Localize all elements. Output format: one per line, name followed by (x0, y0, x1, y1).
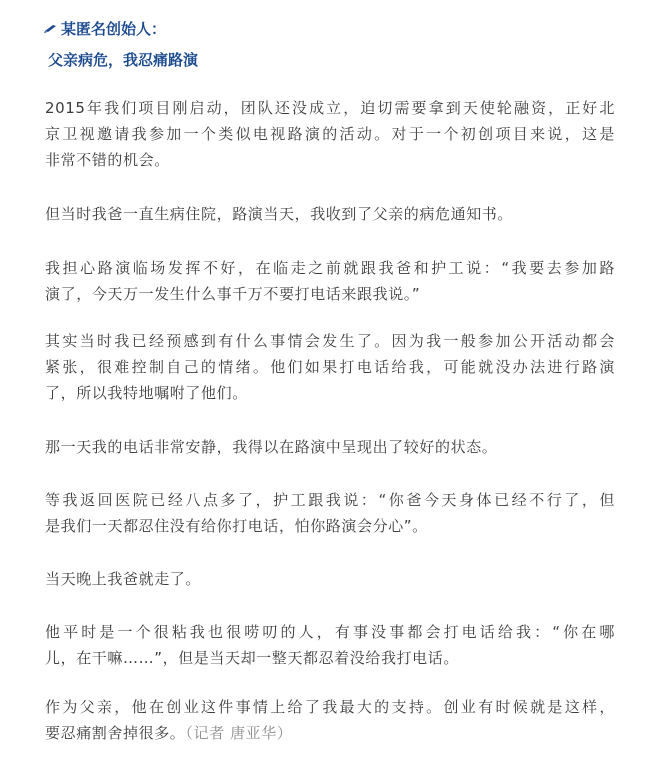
paragraph-9 (45, 694, 615, 746)
paragraph-text: 要忍痛割舍掉很多。 (45, 724, 186, 742)
paragraph-line: 演了，今天万一发生什么事千万不要打电话来跟我说。” (45, 285, 421, 303)
paragraph-line: 是我们一天都忍住没有给你打电话，怕你路演会分心”。 (45, 517, 428, 535)
paragraph-7 (45, 566, 615, 592)
paragraph-6 (45, 487, 615, 539)
speaker-heading (44, 19, 166, 39)
paragraph-line: 我担心路演临场发挥不好，在临走之前就跟我爸和护工说：“我要去参加路 (45, 259, 615, 277)
paragraph-line: 那一天我的电话非常安静，我得以在路演中呈现出了较好的状态。 (45, 438, 498, 456)
paragraph-line: 儿，在干嘛……”，但是当天却一整天都忍着没给我打电话。 (45, 649, 459, 667)
paragraph-line: 紧张，很难控制自己的情绪。他们如果打电话给我，可能就没办法进行路演 (45, 358, 615, 376)
paragraph-line: 2015年我们项目刚启动，团队还没成立，迫切需要拿到天使轮融资，正好北 (45, 99, 615, 117)
paragraph-line: 非常不错的机会。 (45, 151, 170, 169)
paragraph-2 (45, 201, 615, 227)
paragraph-1 (45, 95, 615, 173)
paragraph-line: 当天晚上我爸就走了。 (45, 570, 202, 588)
paragraph-4 (45, 328, 615, 406)
reporter-credit: （记者 唐亚华） (185, 724, 293, 742)
paragraph-line: 京卫视邀请我参加一个类似电视路演的活动。对于一个初创项目来说，这是 (45, 125, 615, 143)
article-title: 父亲病危，我忍痛路演 (48, 51, 199, 69)
paragraph-8 (45, 619, 615, 671)
paragraph-line: 他平时是一个很粘我也很唠叨的人，有事没事都会打电话给我：“你在哪 (45, 623, 615, 641)
paragraph-line (45, 720, 615, 746)
paragraph-5 (45, 434, 615, 460)
speaker-label: 某匿名创始人： (61, 20, 167, 38)
pen-icon (44, 23, 57, 33)
paragraph-line: 等我返回医院已经八点多了，护工跟我说：“你爸今天身体已经不行了，但 (45, 491, 615, 509)
paragraph-line: 但当时我爸一直生病住院，路演当天，我收到了父亲的病危通知书。 (45, 205, 514, 223)
paragraph-line: 作为父亲，他在创业这件事情上给了我最大的支持。创业有时候就是这样， (45, 698, 615, 716)
paragraph-line: 其实当时我已经预感到有什么事情会发生了。因为我一般参加公开活动都会 (45, 332, 615, 350)
paragraph-line: 了，所以我特地嘱咐了他们。 (45, 384, 248, 402)
paragraph-3 (45, 255, 615, 307)
